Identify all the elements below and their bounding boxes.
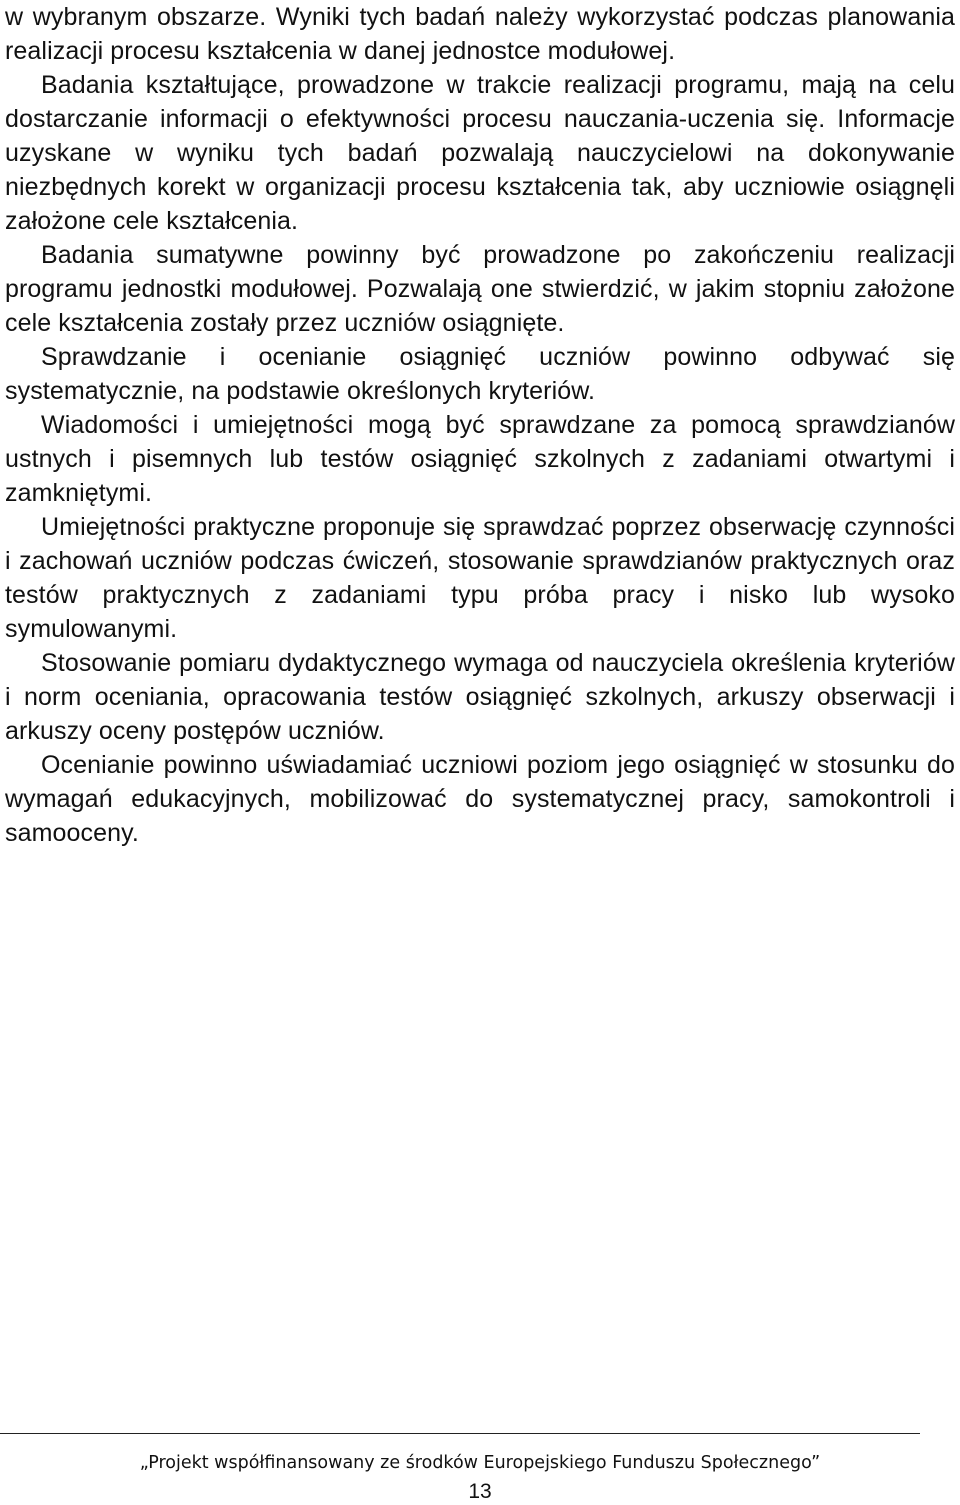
paragraph-knowledge-testing: Wiadomości i umiejętności mogą być sprawdzane za pomocą sprawdzianów ustnych i pisemnych lub testów osiągnięć szkolnych z zadaniami otwartymi i zamkniętymi. bbox=[5, 411, 955, 507]
paragraph-systematic-grading: Sprawdzanie i ocenianie osiągnięć uczniów powinno odbywać się systematycznie, na podstawie określonych kryteriów. bbox=[5, 343, 955, 405]
page-number: 13 bbox=[468, 1480, 492, 1503]
paragraph-summative-assessment: Badania sumatywne powinny być prowadzone po zakończeniu realizacji programu jednostki modułowej. Pozwalają one stwierdzić, w jakim stopniu założone cele kształcenia zostały przez uczniów osiągnięte. bbox=[5, 241, 955, 337]
footer-project-note: „Projekt współfinansowany ze środków Europejskiego Funduszu Społecznego” bbox=[139, 1453, 821, 1473]
document-body bbox=[5, 0, 955, 850]
paragraph-continuation: w wybranym obszarze. Wyniki tych badań należy wykorzystać podczas planowania realizacji procesu kształcenia w danej jednostce modułowej. bbox=[5, 3, 955, 65]
paragraph-didactic-measurement: Stosowanie pomiaru dydaktycznego wymaga od nauczyciela określenia kryteriów i norm oceniania, opracowania testów osiągnięć szkolnych, arkuszy obserwacji i arkuszy oceny postępów uczniów. bbox=[5, 649, 955, 745]
footer-divider bbox=[0, 1433, 920, 1434]
paragraph-formative-assessment: Badania kształtujące, prowadzone w trakcie realizacji programu, mają na celu dostarczanie informacji o efektywności procesu nauczania-uczenia się. Informacje uzyskane w wyniku tych badań pozwalają nauczycielowi na dokonywanie niezbędnych korekt w organizacji procesu kształcenia tak, aby uczniowie osiągnęli założone cele kształcenia. bbox=[5, 71, 955, 235]
paragraph-practical-skills: Umiejętności praktyczne proponuje się sprawdzać poprzez obserwację czynności i zachowań uczniów podczas ćwiczeń, stosowanie sprawdzianów praktycznych oraz testów praktycznych z zadaniami typu próba pracy i nisko lub wysoko symulowanymi. bbox=[5, 513, 955, 643]
paragraph-grading-purpose: Ocenianie powinno uświadamiać uczniowi poziom jego osiągnięć w stosunku do wymagań edukacyjnych, mobilizować do systematycznej pracy, samokontroli i samooceny. bbox=[5, 751, 955, 847]
